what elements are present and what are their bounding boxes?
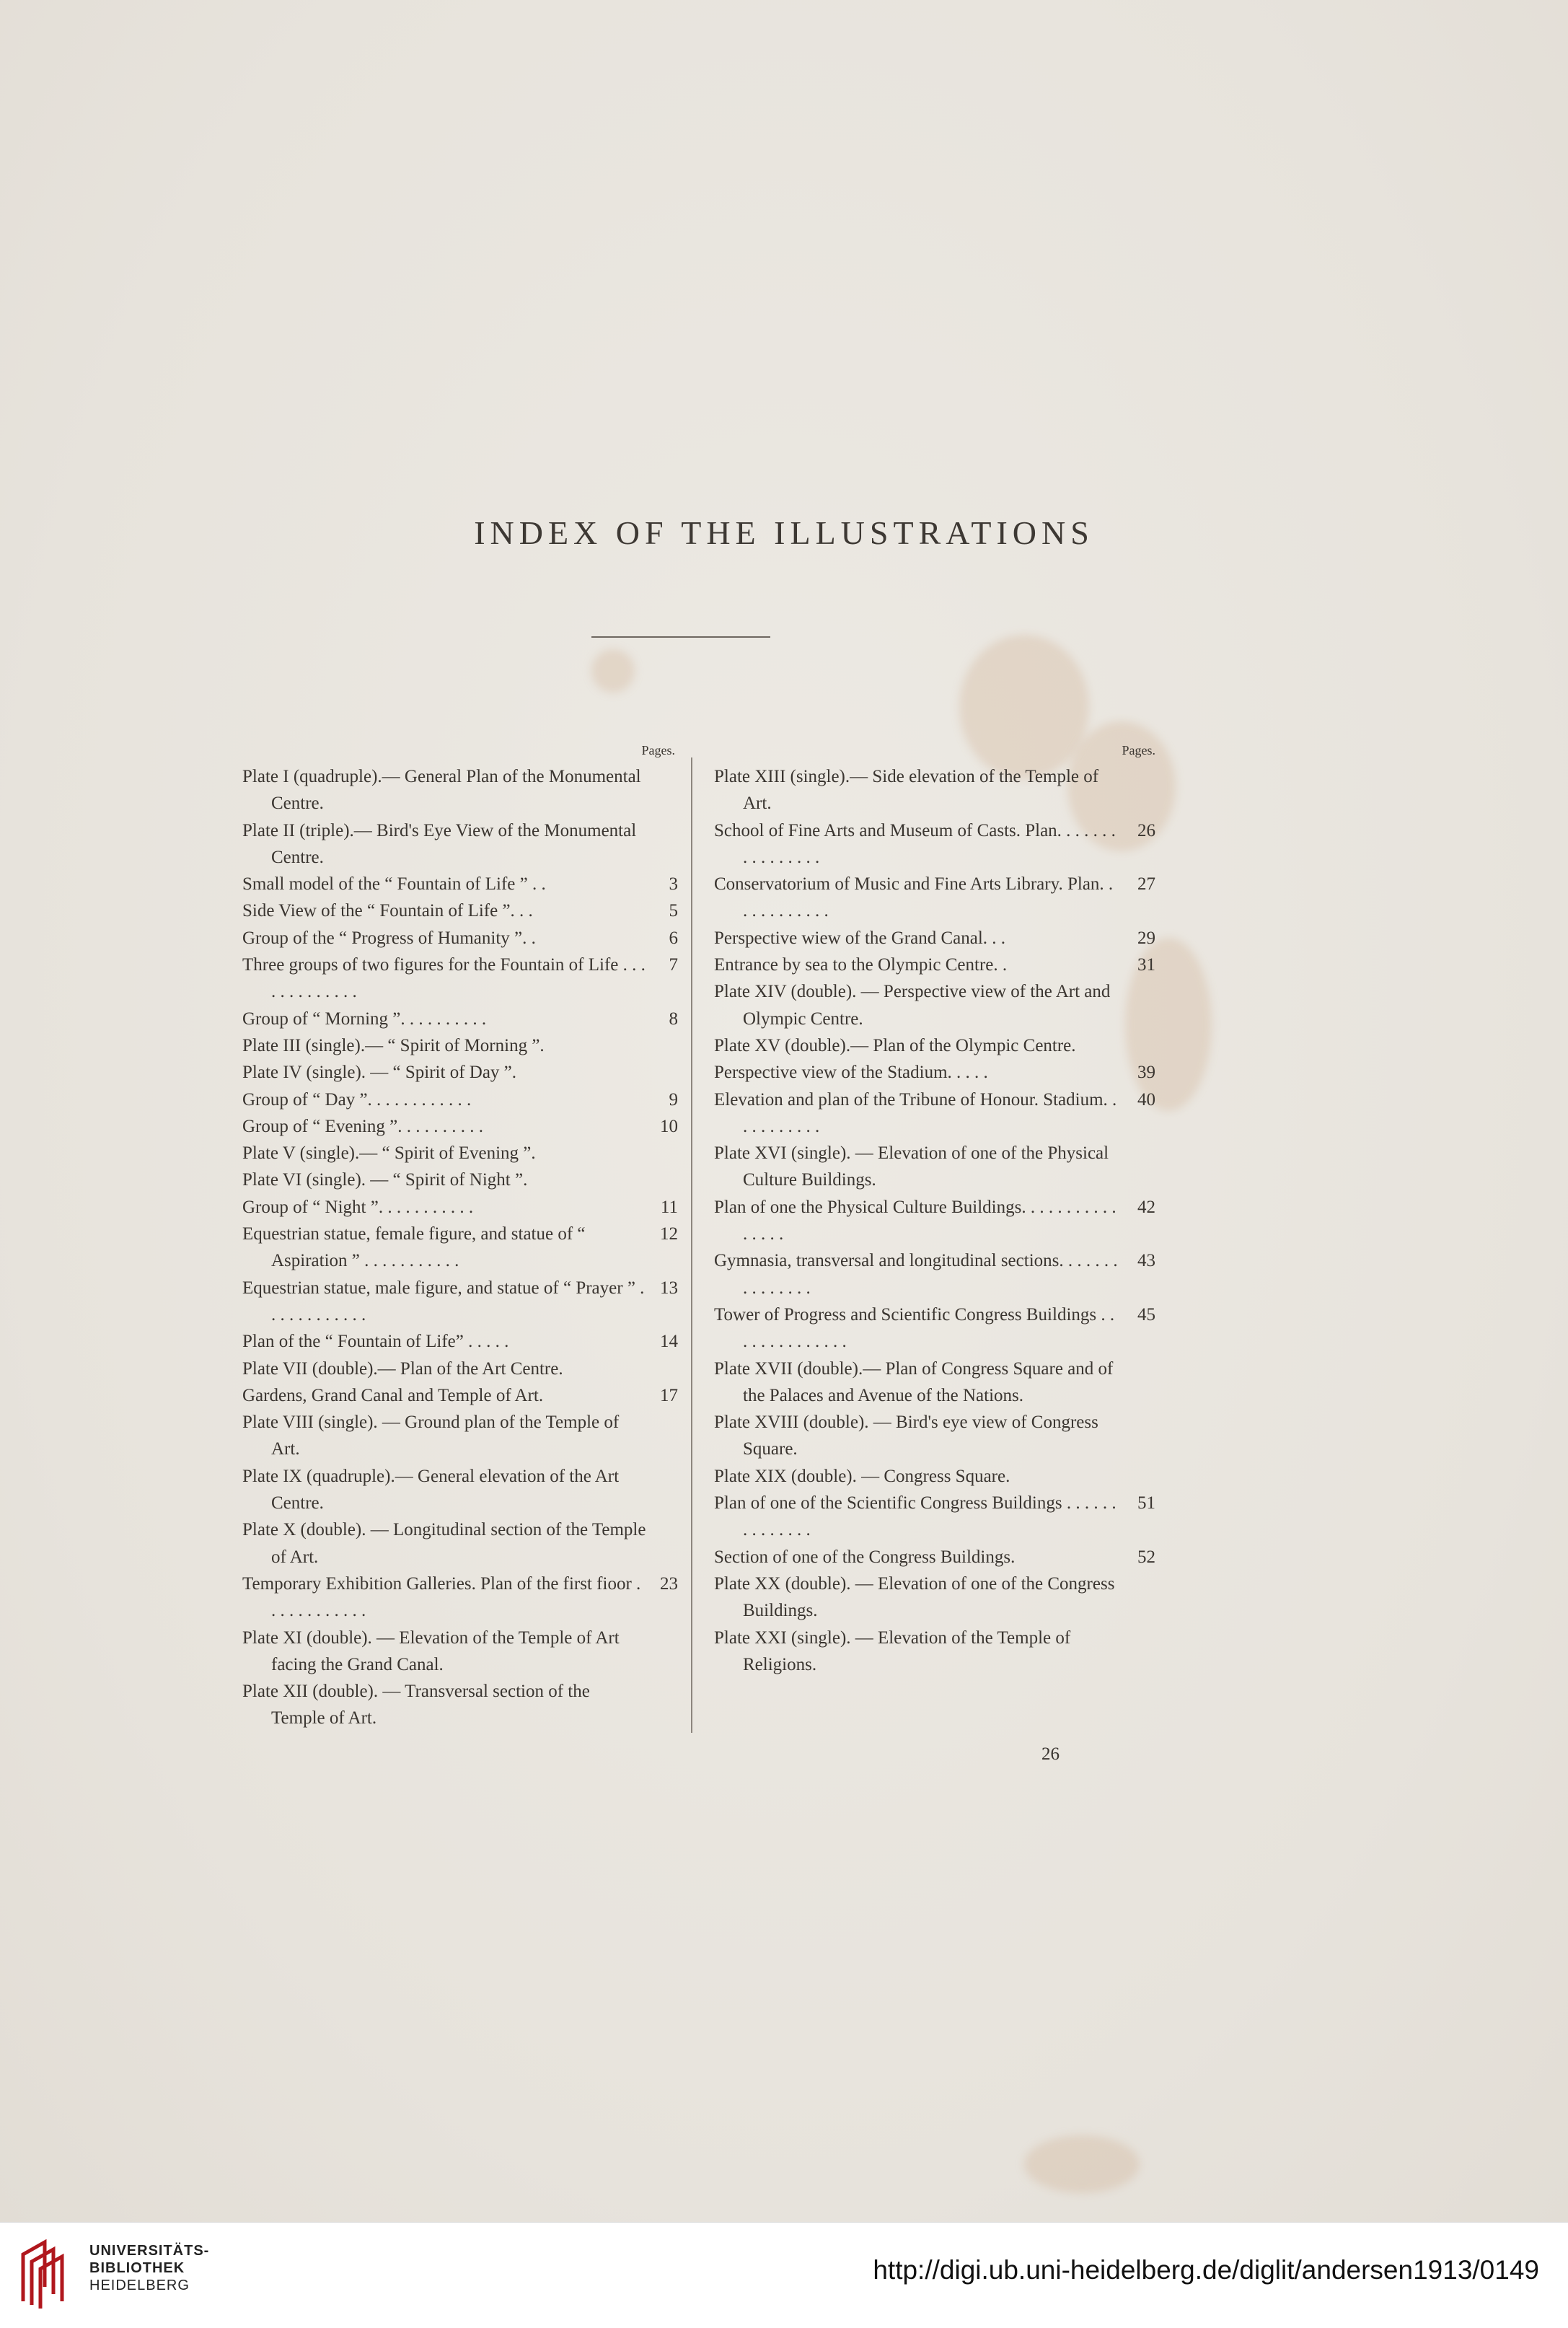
index-entry-text: Temporary Exhibition Galleries. Plan of the first fioor . . . . . . . . . . . . — [242, 1573, 641, 1621]
index-entry-text: Plate VI (single). — “ Spirit of Night ”. — [242, 1170, 528, 1190]
index-entry — [714, 925, 1155, 952]
page-number: 26 — [1041, 1744, 1060, 1764]
index-entry-text: Elevation and plan of the Tribune of Honour. Stadium. . . . . . . . . . . — [714, 1089, 1117, 1136]
index-entry-text: Equestrian statue, male figure, and statue of “ Prayer ” . . . . . . . . . . . . — [242, 1278, 645, 1325]
index-entry-text: Gardens, Grand Canal and Temple of Art. — [242, 1385, 544, 1405]
index-entry — [242, 1032, 684, 1059]
index-entry — [242, 1382, 684, 1409]
index-entry — [242, 1516, 684, 1571]
index-entry — [242, 871, 684, 897]
index-entry — [242, 1086, 684, 1113]
index-entry — [242, 925, 684, 952]
index-entry-text: Plate I (quadruple).— General Plan of the Monumental Centre. — [242, 767, 641, 814]
index-entry-text: Group of “ Evening ”. . . . . . . . . . — [242, 1116, 483, 1136]
index-entry-text: Small model of the “ Fountain of Life ” . . — [242, 874, 546, 895]
index-entry-text: Plate XX (double). — Elevation of one of the Congress Buildings. — [714, 1573, 1115, 1621]
index-entry — [242, 1221, 684, 1275]
index-entry-page: 8 — [669, 1009, 678, 1029]
index-entry — [242, 897, 684, 924]
library-name — [89, 2242, 209, 2294]
index-entry — [714, 1463, 1155, 1490]
index-entry — [242, 1463, 684, 1517]
library-name-line: UNIVERSITÄTS- — [89, 2243, 210, 2259]
index-entry-page: 10 — [660, 1116, 678, 1136]
index-entry-page: 39 — [1137, 1063, 1155, 1083]
index-entry-page: 7 — [669, 955, 678, 975]
source-url-link[interactable]: http://digi.ub.uni-heidelberg.de/diglit/andersen1913/0149 — [873, 2255, 1539, 2285]
pages-header: Pages. — [1122, 743, 1155, 757]
library-logo-icon — [16, 2236, 81, 2309]
index-entry-text: Plate IV (single). — “ Spirit of Day ”. — [242, 1063, 517, 1083]
index-entry-text: Conservatorium of Music and Fine Arts Library. Plan. . . . . . . . . . . . — [714, 874, 1114, 921]
index-entry-text: Plate XXI (single). — Elevation of the Temple of Religions. — [714, 1628, 1071, 1674]
index-entry-text: Plate XV (double).— Plan of the Olympic Centre. — [714, 1035, 1076, 1055]
index-entry-text: Equestrian statue, female figure, and statue of “ Aspiration ” . . . . . . . . . . . — [242, 1224, 586, 1271]
page-title: INDEX OF THE ILLUSTRATIONS — [474, 514, 1094, 551]
index-entry-text: Perspective wiew of the Grand Canal. . . — [714, 928, 1006, 948]
library-name-line: BIBLIOTHEK — [89, 2260, 185, 2276]
index-entry — [714, 1247, 1155, 1301]
index-entry-text: Plate III (single).— “ Spirit of Morning ”. — [242, 1035, 545, 1055]
index-column-left — [242, 742, 684, 1732]
index-entry — [242, 1571, 684, 1625]
column-divider — [691, 757, 692, 1733]
index-entry — [714, 817, 1155, 871]
index-entry-page: 52 — [1137, 1547, 1155, 1567]
index-entry-text: Plate XII (double). — Transversal section of the Temple of Art. — [242, 1682, 590, 1729]
index-entry — [242, 1328, 684, 1355]
index-entry-text: Perspective view of the Stadium. . . . . — [714, 1063, 988, 1083]
index-entry-text: Group of the “ Progress of Humanity ”. . — [242, 928, 536, 948]
index-column-right — [714, 742, 1155, 1678]
index-entry — [242, 1275, 684, 1329]
index-entry — [242, 1194, 684, 1221]
index-entry-text: Plan of one the Physical Culture Buildings. . . . . . . . . . . . . . . . — [714, 1197, 1116, 1244]
pages-header: Pages. — [641, 743, 675, 757]
index-entry-text: Plate VII (double).— Plan of the Art Centre. — [242, 1358, 563, 1379]
index-entry — [714, 1571, 1155, 1625]
index-entry-page: 43 — [1137, 1251, 1155, 1271]
index-entry — [714, 1625, 1155, 1679]
index-entry-text: Entrance by sea to the Olympic Centre. . — [714, 955, 1008, 975]
index-entry-text: Plate XVIII (double). — Bird's eye view of Congress Square. — [714, 1413, 1098, 1459]
index-entry-page: 12 — [660, 1224, 678, 1244]
index-entry-text: Plate XIV (double). — Perspective view of the Art and Olympic Centre. — [714, 982, 1111, 1029]
index-entry — [242, 1167, 684, 1193]
library-name-line: HEIDELBERG — [89, 2278, 190, 2293]
index-entry-text: Plate IX (quadruple).— General elevation of the Art Centre. — [242, 1466, 620, 1514]
index-entry-page: 9 — [669, 1089, 678, 1110]
index-entry-page: 6 — [669, 928, 678, 948]
index-entry-page: 51 — [1137, 1493, 1155, 1514]
index-entry-page: 45 — [1137, 1304, 1155, 1325]
index-entry-page: 42 — [1137, 1197, 1155, 1217]
index-entry-page: 23 — [660, 1573, 678, 1594]
index-entry-page: 11 — [660, 1197, 678, 1217]
index-entry-text: Plate XIX (double). — Congress Square. — [714, 1466, 1010, 1486]
index-entry-page: 27 — [1137, 874, 1155, 895]
index-entry — [714, 1544, 1155, 1571]
index-entry — [242, 1625, 684, 1679]
index-entry — [242, 1113, 684, 1140]
title-rule — [591, 636, 770, 638]
index-entry-page: 13 — [660, 1278, 678, 1298]
index-entry — [714, 1059, 1155, 1086]
index-entry — [714, 1194, 1155, 1248]
index-entry-text: Group of “ Day ”. . . . . . . . . . . . — [242, 1089, 472, 1110]
index-entry-page: 14 — [660, 1332, 678, 1352]
index-entry — [714, 1490, 1155, 1544]
paper-stain — [591, 649, 635, 693]
index-entry — [714, 1301, 1155, 1356]
index-entry-text: Plate II (triple).— Bird's Eye View of the Monumental Centre. — [242, 820, 637, 867]
index-entry-text: Plan of the “ Fountain of Life” . . . . . — [242, 1332, 509, 1352]
index-entry-text: Plate XVII (double).— Plan of Congress Square and of the Palaces and Avenue of the Nations. — [714, 1358, 1114, 1405]
index-entry-page: 17 — [660, 1385, 678, 1405]
index-entry-text: Three groups of two figures for the Fountain of Life . . . . . . . . . . . . . — [242, 955, 646, 1002]
index-entry-page: 40 — [1137, 1089, 1155, 1110]
index-entry-page: 31 — [1137, 955, 1155, 975]
index-entry — [242, 1409, 684, 1463]
index-entry — [242, 1356, 684, 1382]
index-entry-text: Gymnasia, transversal and longitudinal sections. . . . . . . . . . . . . . . — [714, 1251, 1118, 1298]
index-entry — [242, 1678, 684, 1732]
index-entry-page: 3 — [669, 874, 678, 895]
index-entry — [714, 763, 1155, 817]
index-entry — [714, 1356, 1155, 1410]
index-entry-text: Side View of the “ Fountain of Life ”. . . — [242, 901, 533, 921]
index-entry — [242, 817, 684, 871]
index-entry-text: Plate VIII (single). — Ground plan of the Temple of Art. — [242, 1413, 620, 1459]
index-entry-text: Section of one of the Congress Buildings. — [714, 1547, 1016, 1567]
index-entry-page: 26 — [1137, 820, 1155, 840]
index-entry-text: Plate XIII (single).— Side elevation of the Temple of Art. — [714, 767, 1099, 814]
index-entry — [714, 952, 1155, 978]
index-entry — [714, 1086, 1155, 1141]
index-entry-text: Plan of one of the Scientific Congress Buildings . . . . . . . . . . . . . . — [714, 1493, 1116, 1540]
index-entry-text: Plate XI (double). — Elevation of the Temple of Art facing the Grand Canal. — [242, 1628, 620, 1674]
index-entry — [714, 1140, 1155, 1194]
index-entry-text: Group of “ Night ”. . . . . . . . . . . — [242, 1197, 474, 1217]
index-entry — [714, 978, 1155, 1032]
index-entry — [242, 1059, 684, 1086]
index-entry-text: Group of “ Morning ”. . . . . . . . . . — [242, 1009, 487, 1029]
index-entry-text: Plate V (single).— “ Spirit of Evening ”. — [242, 1143, 536, 1164]
index-entry — [714, 1032, 1155, 1059]
index-entry — [714, 871, 1155, 925]
index-entry-text: School of Fine Arts and Museum of Casts. Plan. . . . . . . . . . . . . . . . — [714, 820, 1116, 867]
paper-stain — [1024, 2135, 1140, 2193]
index-entry — [242, 1140, 684, 1167]
index-entry — [242, 763, 684, 817]
index-entry-text: Plate X (double). — Longitudinal section of the Temple of Art. — [242, 1520, 646, 1567]
index-entry-page: 29 — [1137, 928, 1155, 948]
index-entry-text: Plate XVI (single). — Elevation of one of the Physical Culture Buildings. — [714, 1143, 1109, 1190]
index-entry-text: Tower of Progress and Scientific Congress Buildings . . . . . . . . . . . . . . — [714, 1304, 1115, 1352]
index-entry — [242, 1006, 684, 1032]
index-entry — [242, 952, 684, 1006]
index-entry-page: 5 — [669, 901, 678, 921]
index-entry — [714, 1409, 1155, 1463]
